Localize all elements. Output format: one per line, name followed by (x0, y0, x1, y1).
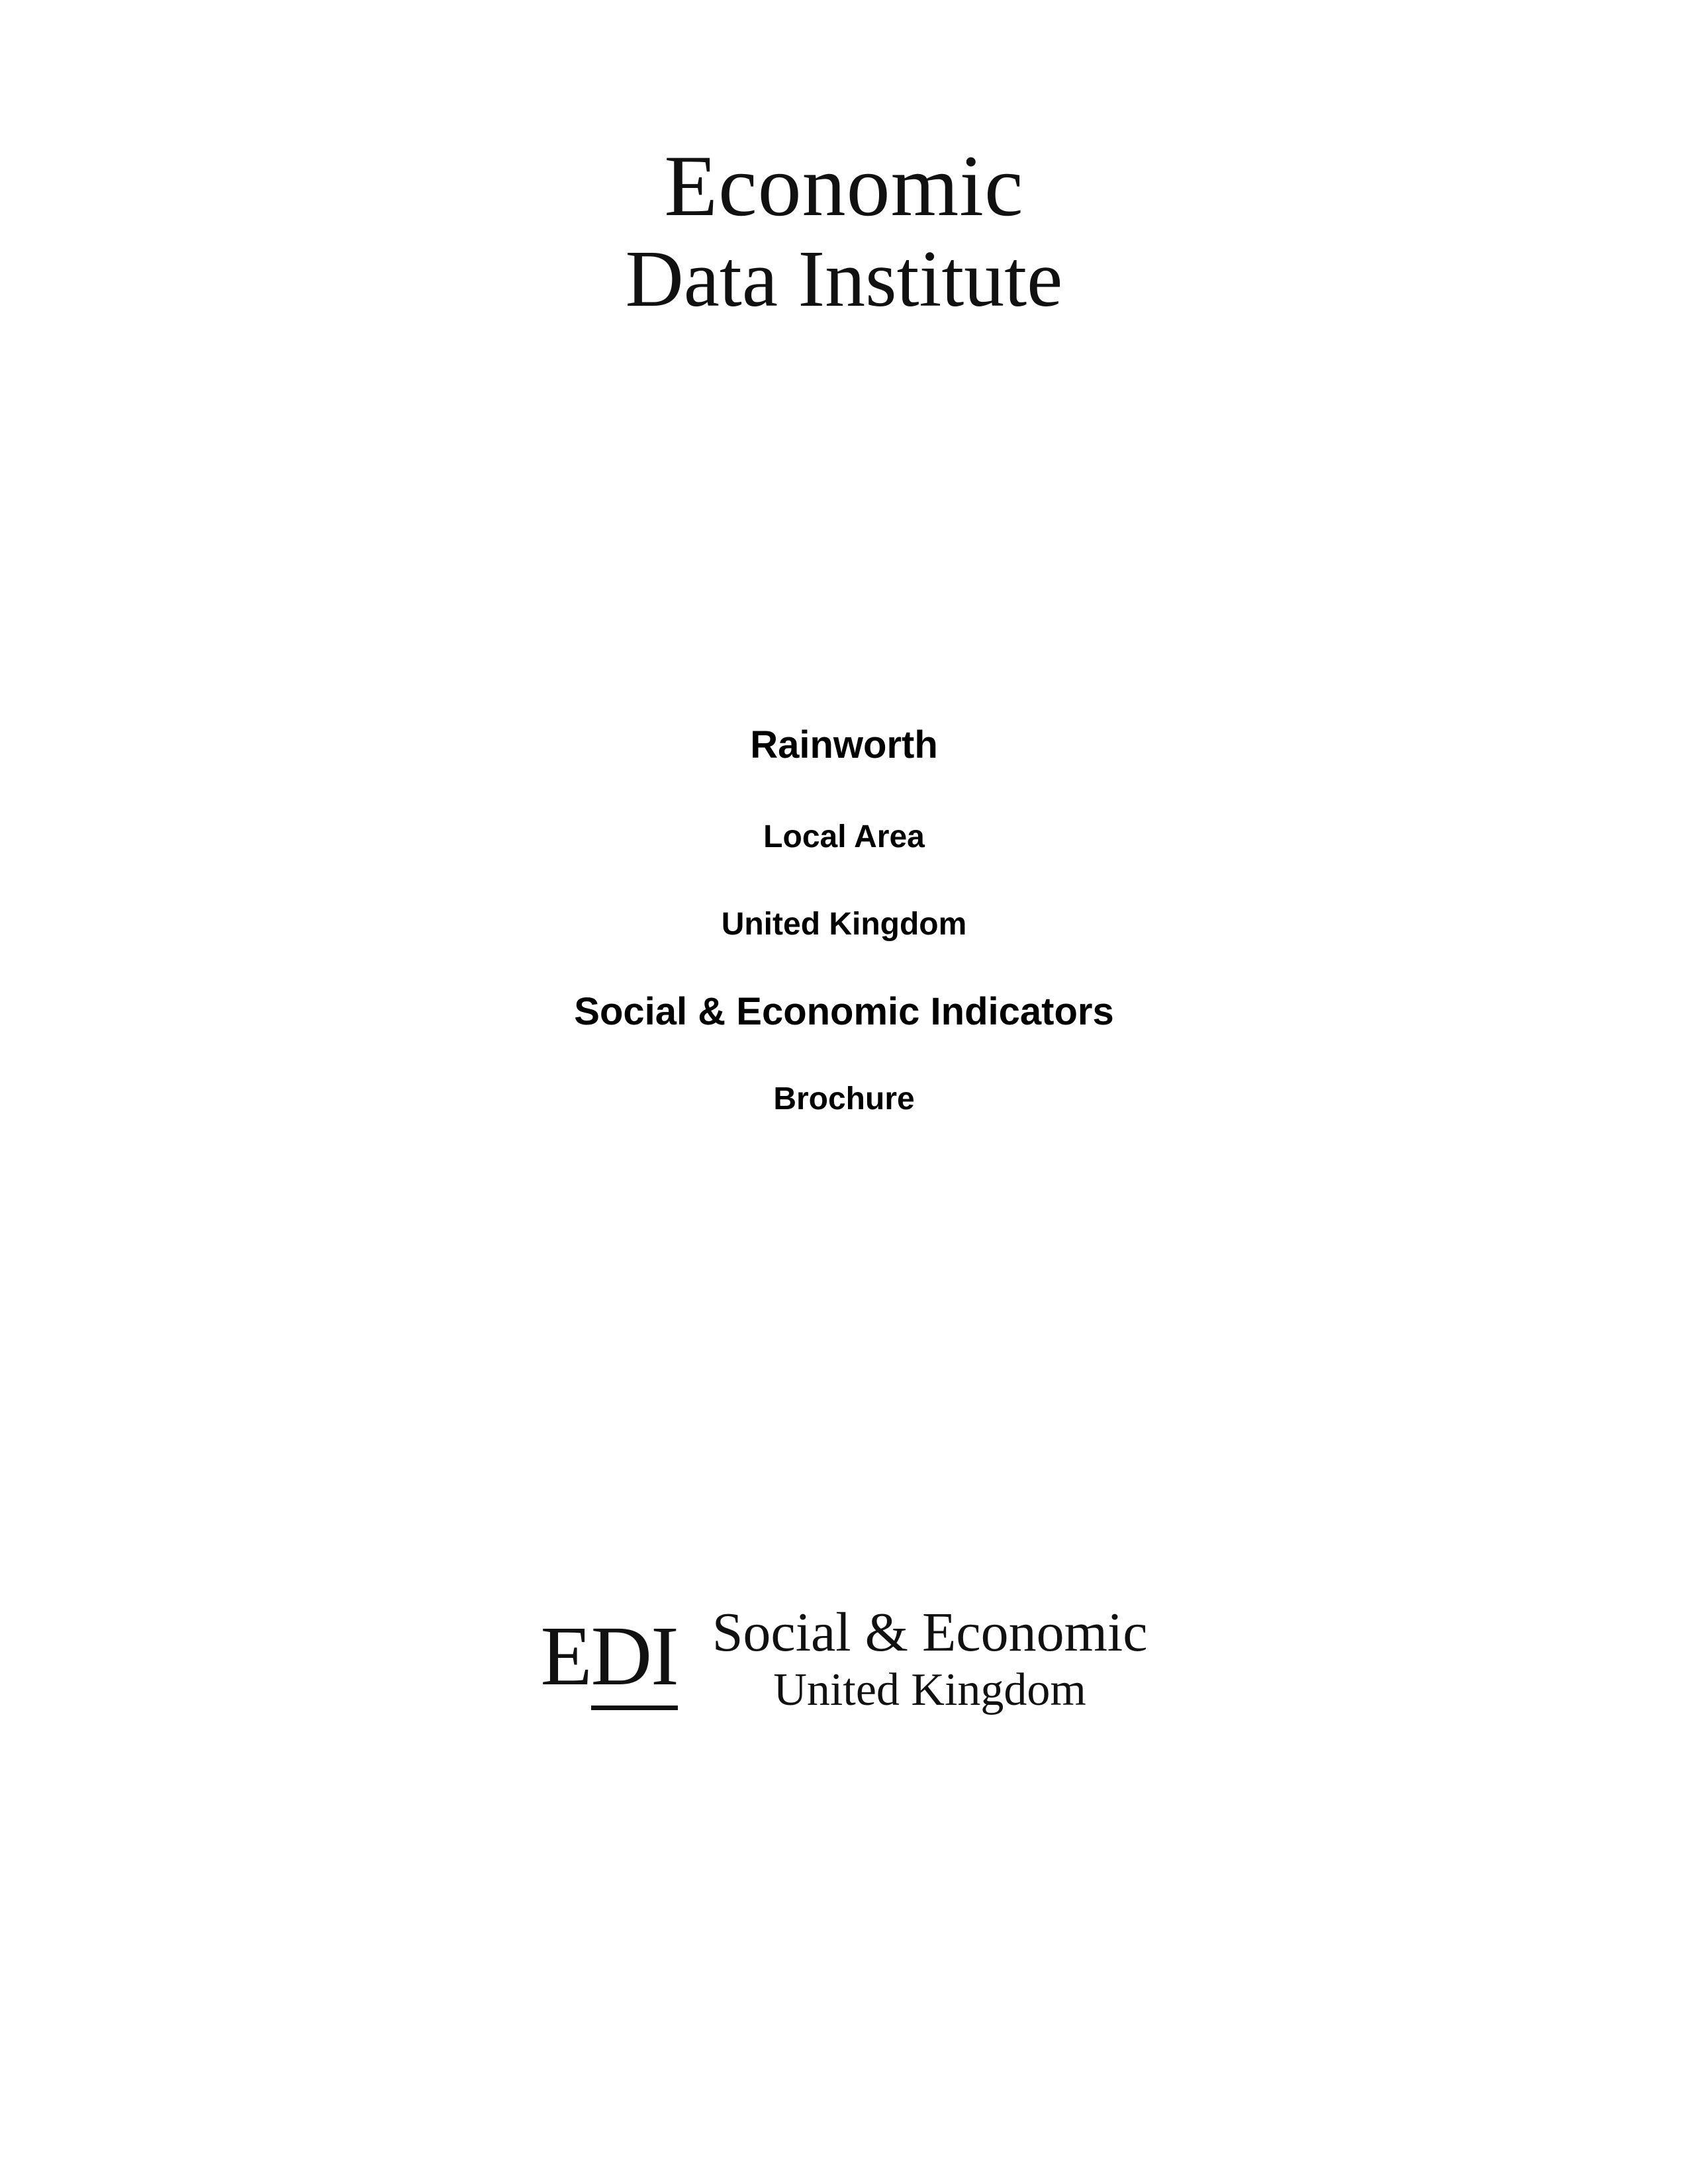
masthead-line-data-institute: Data Institute (625, 234, 1063, 324)
masthead-logo (0, 137, 1688, 324)
area-level-label: Local Area (763, 819, 925, 854)
footer-logo-inner (540, 1602, 1148, 1715)
edi-wordmark-di: DI (591, 1609, 678, 1710)
footer-logo (0, 1602, 1688, 1715)
cover-title-block (0, 721, 1688, 1119)
subject-label: Social & Economic Indicators (574, 989, 1114, 1033)
edi-tagline-line2: United Kingdom (773, 1664, 1086, 1715)
edi-tagline-line1: Social & Economic (712, 1602, 1148, 1663)
edi-wordmark (540, 1608, 677, 1711)
edi-wordmark-e: E (540, 1608, 591, 1703)
country-label: United Kingdom (721, 906, 967, 942)
edi-tagline (712, 1602, 1148, 1715)
page-title: Rainworth (750, 723, 938, 766)
document-type-label: Brochure (773, 1081, 915, 1116)
masthead-line-economic: Economic (664, 137, 1024, 234)
